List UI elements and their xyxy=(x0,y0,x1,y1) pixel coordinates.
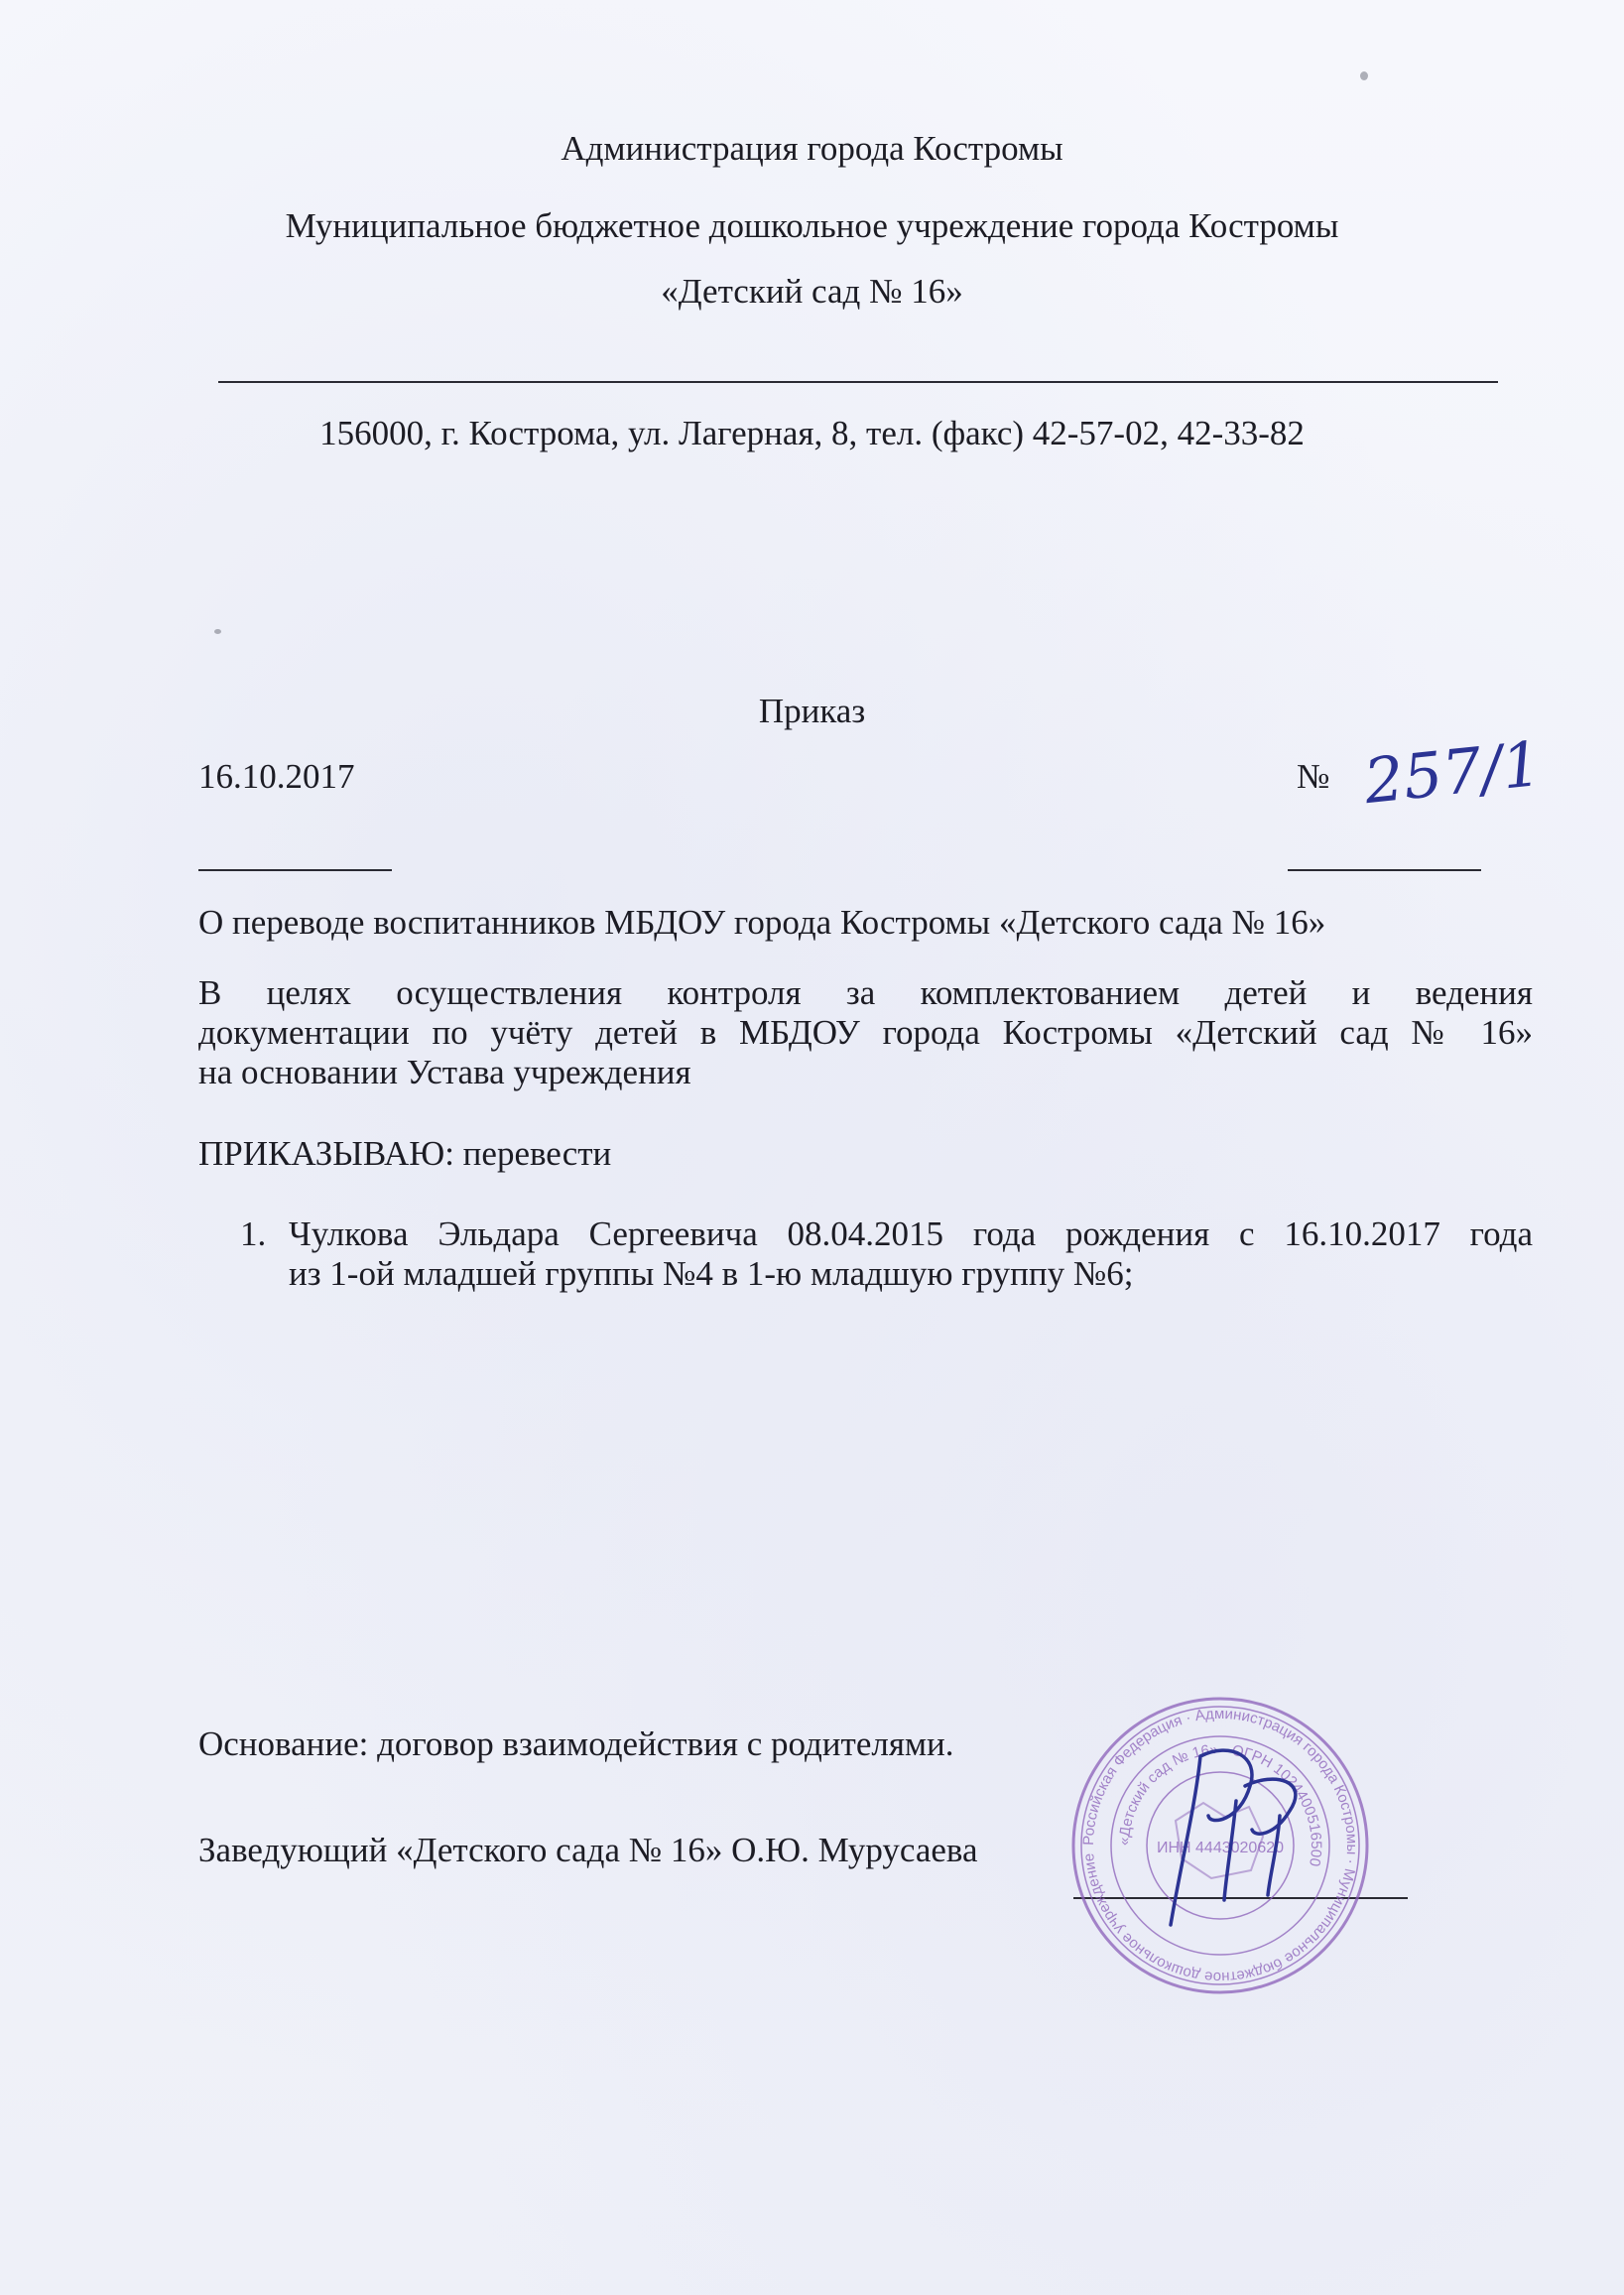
header-divider xyxy=(218,381,1498,383)
stamp-outer-text: Российская Федерация · Администрация города Костромы · Муниципальное бюджетное дошкольное учреждение xyxy=(1079,1705,1361,1986)
scan-speck xyxy=(214,629,221,634)
order-title: Приказ xyxy=(758,692,866,730)
order-number-handwritten: 257/1 xyxy=(1360,726,1546,819)
list-item-line-2: из 1-ой младшей группы №4 в 1-ю младшую группу №6; xyxy=(289,1254,1134,1293)
order-command: ПРИКАЗЫВАЮ: перевести xyxy=(198,1134,612,1173)
list-item xyxy=(289,1214,1533,1294)
order-subject: О переводе воспитанников МБДОУ города Костромы «Детского сада № 16» xyxy=(198,903,1326,942)
list-item-number: 1. xyxy=(240,1214,267,1253)
header-name: «Детский сад № 16» xyxy=(661,272,963,311)
list-item-line-1: Чулкова Эльдара Сергеевича 08.04.2015 года рождения с 16.10.2017 года xyxy=(289,1214,1533,1253)
order-number-label: № xyxy=(1297,757,1330,796)
preamble-line-2: документации по учёту детей в МБДОУ города Костромы «Детский сад № 16» xyxy=(198,1013,1533,1052)
date-underline xyxy=(198,869,392,871)
order-signatory: Заведующий «Детского сада № 16» О.Ю. Мурусаева xyxy=(198,1831,978,1869)
order-date: 16.10.2017 xyxy=(198,757,355,796)
signature-icon xyxy=(1141,1726,1319,1935)
stamp-inner-text: «Детский сад № 16» · ОГРН 1024400516500 xyxy=(1115,1740,1325,1868)
preamble-line-3: на основании Устава учреждения xyxy=(198,1053,691,1091)
number-underline xyxy=(1288,869,1481,871)
stamp-center-text: ИНН 4443020620 xyxy=(1156,1840,1285,1856)
scan-speck xyxy=(1360,71,1368,80)
order-basis: Основание: договор взаимодействия с родителями. xyxy=(198,1724,954,1763)
header-admin: Администрация города Костромы xyxy=(561,129,1063,168)
order-preamble xyxy=(198,973,1533,1092)
header-address: 156000, г. Кострома, ул. Лагерная, 8, тел. (факс) 42-57-02, 42-33-82 xyxy=(319,414,1305,452)
preamble-line-1: В целях осуществления контроля за комплектованием детей и ведения xyxy=(198,973,1533,1012)
header-institution: Муниципальное бюджетное дошкольное учреждение города Костромы xyxy=(285,206,1339,245)
